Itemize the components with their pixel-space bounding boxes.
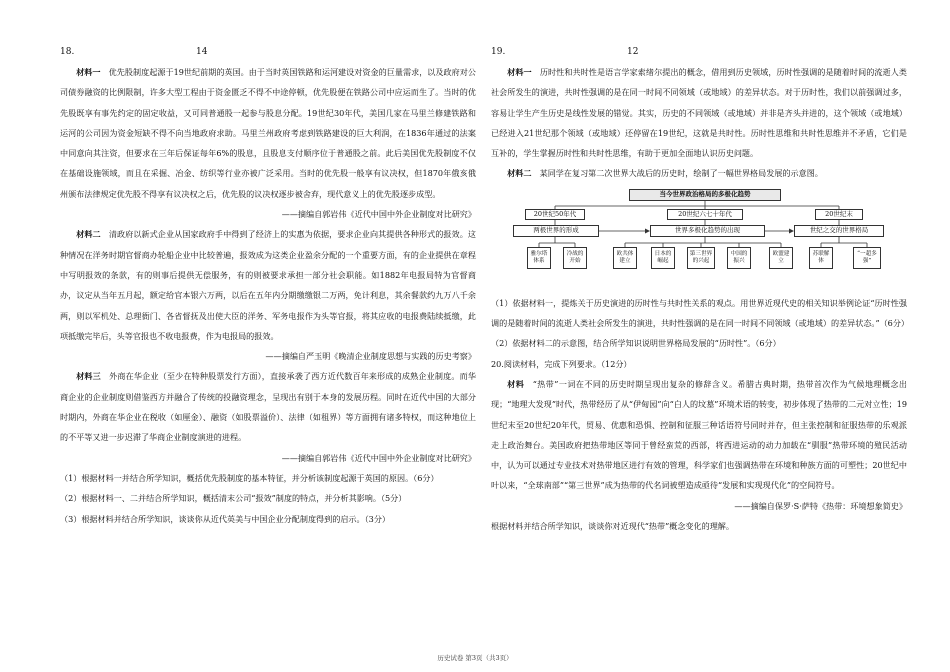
stage-box: 两极世界的形成 [513, 225, 599, 237]
leaf-box: 第三世界的兴起 [687, 247, 715, 269]
stage-box: 世界多极化趋势的出现 [650, 225, 765, 237]
right-column [491, 42, 910, 536]
material-text: 外商在华企业（至少在特种股票发行方面），直接承袭了西方近代数百年来形成的成熟企业制度。而华商企业的企业制度则借鉴西方并融合了传统的投融资理念，呈现出有别于本身的发展历程。同时在近代中国的大部分时期内，外商在华企业在税收（如厘金）、融资（如股票溢价）、法律（如租界）等方面拥有诸多特权，而这种地位上的不平等又进一步迟滞了华商企业制度演进的进程。 [60, 371, 476, 443]
material-3 [60, 366, 476, 447]
sub-question-3: （3）根据材料并结合所学知识，谈谈你从近代英美与中国企业分配制度得到的启示。（3分） [60, 513, 391, 524]
leaf-box: 雅尔塔体系 [527, 247, 551, 269]
sub-question-2: （2）依据材料二的示意图，结合所学知识说明世界格局发展的“历时性”。（6分） [491, 338, 781, 349]
material-text: 优先股制度起源于19世纪前期的英国。由于当时英国铁路和运河建设对资金的巨量需求，以及政府对公司债券融资的比例限制，许多大型工程由于资金匮乏不得不中途停顿，优先股便在铁路公司中应运而生了。当时的优先股既享有事先约定的固定收益，又可同普通股一起参与股息分配。19世纪30年代，美国几家在马里兰修建铁路和运河的公司因为资金短缺不得不向当地政府求助。马里兰州政府考虑到铁路建设的巨大利润，在1836年通过的法案中同意向其注资，但要求在三年后保证每年6%的股息，且股息支付顺序位于普通股之前。此后美国优先股制度不仅在基础设施领域，而且在采掘、冶金、纺织等行业亦被广泛采用。当时的优先股一般享有议决权，但1870年俄亥俄州颁布法律规定优先股不得享有议决权之后，优先股的议决权逐步被舍弃，现代意义上的优先股逐步成型。 [60, 67, 476, 199]
material-2 [491, 163, 907, 183]
material-text: 清政府以新式企业从国家政府手中得到了经济上的实惠为依据，要求企业向其提供各种形式的报效。这种情况在洋务时期官督商办轮船企业中比较普遍，报效成为这类企业盈余分配的一个重要方面，有的企业提供在章程中写明报效的条款，有的则事后提供无偿服务，有的则被要求承担一部分社会职能。如1882年电报局特为官督商办，议定从当年五月起，额定给官本银六万两，以后在五年内分期缴缴银二万两，免计利息，其余餐款约九万八千余两，则以军机处、总理衙门、各省督抚及出使大臣的洋务、军务电报作为头等官报，将其应收的电报费陆续抵缴，此项抵缴完毕后，头等官报也不收电报费，作为电报局的报效。 [60, 229, 476, 341]
material-label: 材料三 [76, 371, 101, 382]
leaf-box: 欧盟建立 [769, 247, 793, 269]
material-text: “热带”一词在不同的历史时期呈现出复杂的修辞含义。希腊古典时期，热带首次作为气候地理概念出现；“地理大发现”时代，热带经历了从“伊甸园”向“白人的坟墓”环境术语的转变，初步体现了热带的二元对立性；19世纪末至20世纪20年代，贸易、优惠和恐惧、控制和征服三种话语符号同时并存，但主张控制和征服热带的乐观派走上政治舞台。美国政府把热带地区等同于曾经蛮荒的西部，将西进运动的动力加载在“驯服”热带环境的殖民活动中，认为可以通过专业技术对热带地区进行有效的管理，科学家们也强调热带在环境和种族方面的可塑性；20世纪中叶以来，“全球南部”“第三世界”成为热带的代名词被塑造成亟待“发展和实现现代化”的空间符号。 [491, 378, 907, 491]
material-1 [60, 62, 476, 204]
score-box: 12 [627, 47, 639, 57]
material-source: ——摘编自严玉明《晚清企业制度思想与实践的历史考察》 [265, 351, 476, 362]
era-box: 20世纪50年代 [525, 209, 585, 220]
leaf-box: 欧共体建立 [613, 247, 637, 269]
material-20 [491, 374, 907, 496]
score-box: 14 [196, 47, 208, 57]
question-number: 19. [491, 47, 506, 57]
material-2 [60, 224, 476, 346]
left-column [60, 42, 476, 529]
diagram-connectors [519, 187, 891, 289]
material-label: 材料二 [507, 168, 532, 179]
stage-box: 世纪之交的世界格局 [794, 225, 884, 237]
material-source: ——摘编自郭岩伟《近代中国中外企业制度对比研究》 [281, 209, 476, 220]
diagram-title: 当今世界政治格局的多极化趋势 [629, 189, 781, 201]
sub-question-1: （1）依据材料一，提炼关于历史演进的历时性与共时性关系的观点。用世界近现代史的相关知识举例论证“历时性强调的是随着时间的流逝人类社会所发生的演进，共时性强调的是在同一时间不同领域（或地域）的差异状态。”（6分） [491, 297, 910, 329]
page-header-right [491, 42, 907, 62]
era-box: 20世纪六七十年代 [667, 209, 743, 220]
era-box: 20世纪末 [815, 209, 863, 220]
material-source: ——摘编自保罗·S·萨特《热带：环境想象简史》 [734, 500, 907, 511]
question-number: 18. [60, 47, 75, 57]
material-text: 历时性和共时性是语言学家索绪尔提出的概念，借用到历史领域，历时性强调的是随着时间的流逝人类社会所发生的演进，共时性强调的是在同一时间不同领域（或地域）的差异状态。对于历时性，我们以前强调过多，容易让学生产生历史是线性发展的错觉。其实，历史的不同领域（或地域）并非是齐头并进的，这个领域（或地域）已经进入21世纪那个领域（或地域）还停留在19世纪，这就是共时性。历时性思维和共时性思维并不矛盾，它们是互补的，学生掌握历时性和共时性思维，有助于更加全面地认识历史问题。 [491, 67, 907, 159]
leaf-box: 冷战的开始 [563, 247, 587, 269]
leaf-box: 中国的振兴 [727, 247, 751, 269]
page-header-left [60, 42, 476, 62]
question-20-header: 20.阅读材料，完成下列要求。（12分） [491, 358, 632, 369]
material-1 [491, 62, 907, 163]
material-label: 材料二 [76, 229, 101, 240]
material-source: ——摘编自郭岩伟《近代中国中外企业制度对比研究》 [281, 452, 476, 463]
world-pattern-diagram [519, 187, 891, 289]
leaf-box: 日本的崛起 [651, 247, 675, 269]
material-label: 材料一 [76, 67, 101, 77]
material-text: 某同学在复习第二次世界大战后的历史时，绘制了一幅世界格局发展的示意图。 [539, 168, 823, 179]
material-label: 材料一 [507, 67, 532, 77]
leaf-box: 苏联解体 [809, 247, 833, 269]
question-20-prompt: 根据材料并结合所学知识，谈谈你对近现代“热带”概念变化的理解。 [491, 521, 734, 532]
leaf-box: “一超多强” [853, 247, 881, 269]
sub-question-2: （2）根据材料一、二并结合所学知识，概括清末公司“报效”制度的特点，并分析其影响。（5分） [60, 493, 407, 504]
sub-question-1: （1）根据材料一并结合所学知识，概括优先股制度的基本特征，并分析该制度起源于英国的原因。（6分） [60, 472, 439, 483]
page-footer: 历史试卷 第3页（共3页） [437, 654, 513, 662]
material-label: 材料 [507, 378, 525, 389]
